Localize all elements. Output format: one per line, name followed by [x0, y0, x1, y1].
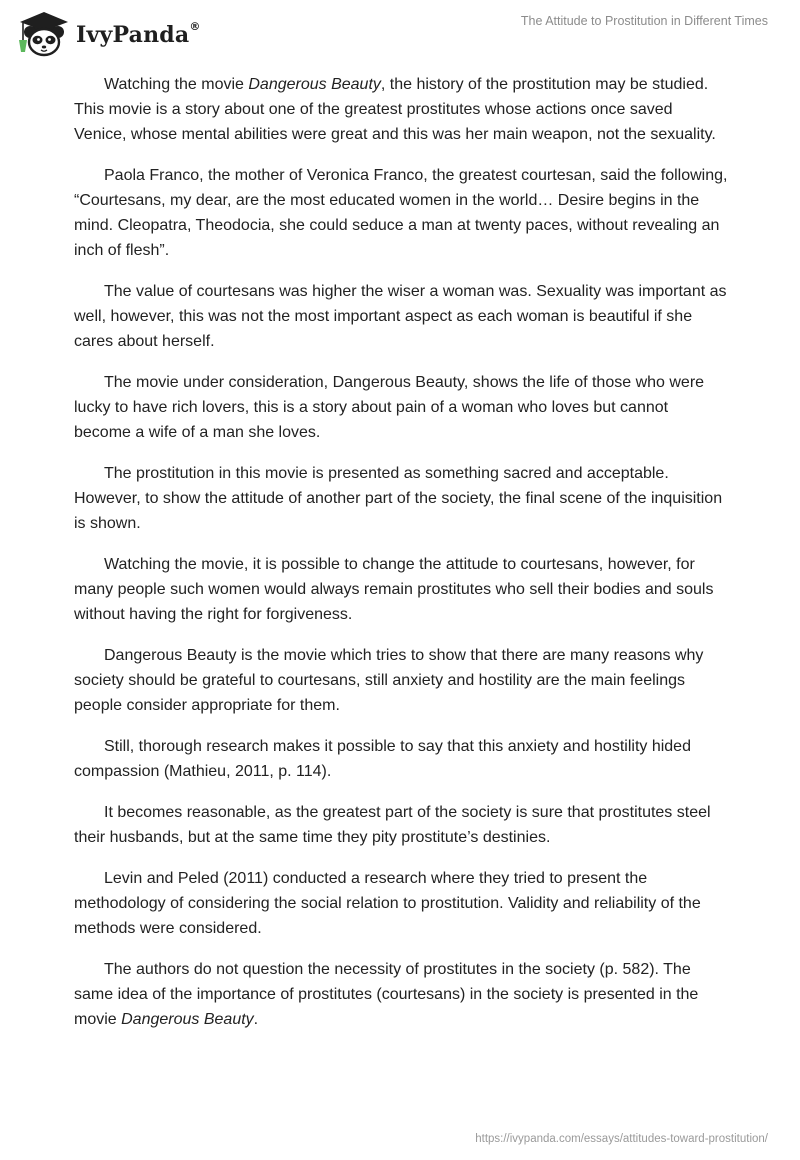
- paragraph-text: It becomes reasonable, as the greatest part of the society is sure that prostitutes steel their husbands, but at the same time they pity prostitute’s destinies.: [74, 804, 711, 846]
- paragraph-text: Watching the movie, it is possible to change the attitude to courtesans, however, for many people such women would always remain prostitutes who sell their bodies and souls without having the right for forgiveness.: [74, 556, 714, 623]
- paragraph-text: Levin and Peled (2011) conducted a research where they tried to present the methodology of considering the social relation to prostitution. Validity and reliability of the methods were considered.: [74, 870, 701, 937]
- paragraph-text: Watching the movie: [104, 76, 249, 93]
- source-url[interactable]: https://ivypanda.com/essays/attitudes-toward-prostitution/: [475, 1133, 768, 1145]
- brand-name-text: IvyPanda: [76, 22, 190, 48]
- essay-paragraph: [74, 461, 728, 536]
- movie-title-italic: Dangerous Beauty: [121, 1011, 254, 1028]
- essay-paragraph: [74, 643, 728, 718]
- essay-paragraph: [74, 163, 728, 263]
- essay-paragraph: [74, 866, 728, 941]
- document-title: The Attitude to Prostitution in Different Times: [520, 14, 768, 28]
- page-header: [0, 0, 800, 64]
- essay-paragraph: [74, 552, 728, 627]
- paragraph-text: , the history of the prostitution may be studied. This movie is a story about one of the greatest prostitutes whose actions once saved Venice, whose mental abilities were great and this was her main weapon, not the sexuality.: [74, 76, 716, 143]
- essay-paragraph: [74, 800, 728, 850]
- essay-paragraph: [74, 734, 728, 784]
- paragraph-text: The value of courtesans was higher the wiser a woman was. Sexuality was important as well, however, this was not the most important aspect as each woman is beautiful if she cares about herself.: [74, 283, 727, 350]
- paragraph-text: Still, thorough research makes it possible to say that this anxiety and hostility hided compassion (Mathieu, 2011, p. 114).: [74, 738, 691, 780]
- movie-title-italic: Dangerous Beauty: [248, 76, 381, 93]
- essay-paragraph: [74, 279, 728, 354]
- panda-graduate-icon: [14, 8, 72, 58]
- brand-name: [76, 22, 201, 48]
- paragraph-text: The prostitution in this movie is presented as something sacred and acceptable. However, to show the attitude of another part of the society, the final scene of the inquisition is shown.: [74, 465, 723, 532]
- paragraph-text: .: [253, 1011, 259, 1028]
- essay-paragraph: [74, 72, 728, 147]
- essay-body: [74, 72, 728, 1048]
- essay-paragraph: [74, 370, 728, 445]
- paragraph-text: Paola Franco, the mother of Veronica Franco, the greatest courtesan, said the following, “Courtesans, my dear, are the most educated women in the world… Desire begins in the mind. Cleopatra, Theodocia, she could seduce a man at twenty paces, without revealing an inch of flesh”.: [74, 167, 728, 259]
- paragraph-text: The movie under consideration, Dangerous Beauty, shows the life of those who were lucky to have rich lovers, this is a story about pain of a woman who loves but cannot become a wife of a man she loves.: [74, 374, 705, 441]
- paragraph-text: The authors do not question the necessity of prostitutes in the society (p. 582). The same idea of the importance of prostitutes (courtesans) in the society is presented in the movie: [74, 961, 699, 1028]
- registered-mark: ®: [189, 20, 201, 33]
- essay-paragraph: [74, 957, 728, 1032]
- ivypanda-logo[interactable]: [14, 8, 201, 58]
- paragraph-text: Dangerous Beauty is the movie which tries to show that there are many reasons why society should be grateful to courtesans, still anxiety and hostility are the main feelings people consider appropriate for them.: [74, 647, 704, 714]
